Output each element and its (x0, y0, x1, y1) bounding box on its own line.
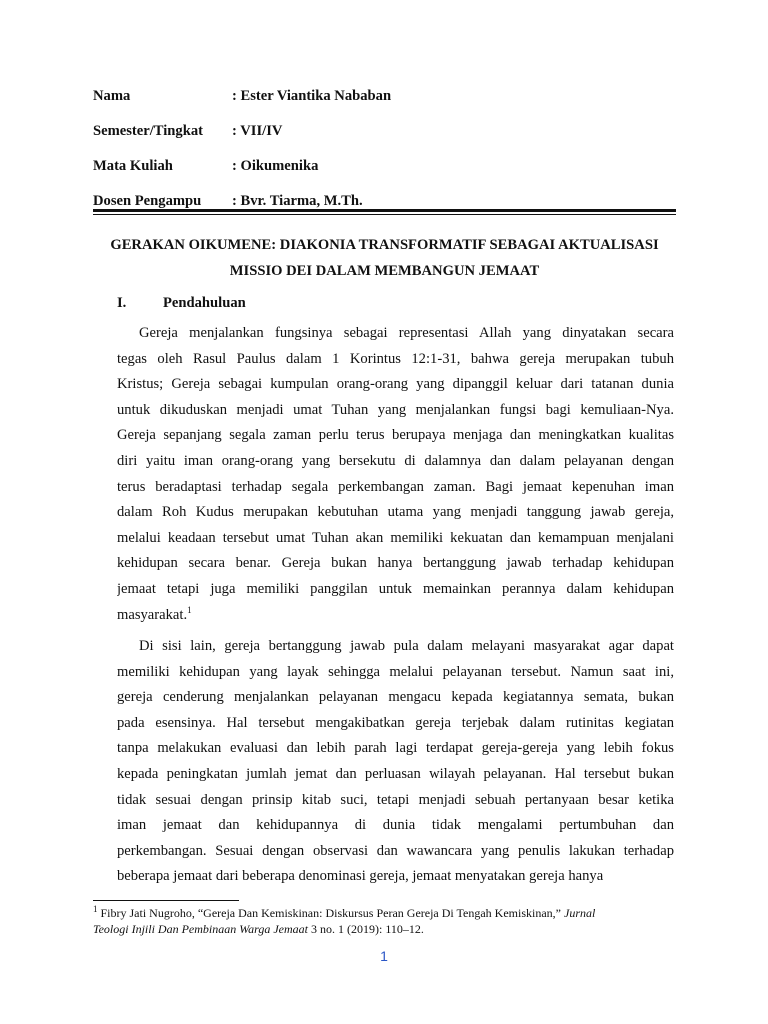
paragraph-line: gereja cenderung menjalankan pelayanan mengacu kepada kegiatannya semata, bukan (117, 689, 674, 706)
footnote-number: 1 (93, 904, 98, 914)
paragraph-line: kehidupan secara benar. Gereja bukan hanya bertanggung jawab terhadap kehidupan (117, 555, 674, 572)
paragraph-line-text: masyarakat. (117, 606, 188, 623)
header-value: : Bvr. Tiarma, M.Th. (232, 193, 363, 209)
title-line: MISSIO DEI DALAM MEMBANGUN JEMAAT (229, 263, 540, 279)
paragraph-line: melalui keadaan tersebut umat Tuhan akan memiliki kekuatan dan kemampuan menjalani (117, 529, 674, 546)
footnote-line (93, 921, 676, 937)
footnote-text: Fibry Jati Nugroho, “Gereja Dan Kemiskinan: Diskursus Peran Gereja Di Tengah Kemiskinan,” (100, 906, 561, 920)
paragraph-line: tidak sesuai dengan prinsip kitab suci, tetapi menjadi sebuah pertanyaan besar ketika (117, 791, 674, 808)
paragraph-line: terus beradaptasi terhadap segala perkembangan zaman. Bagi jemaat kepenuhan iman (117, 478, 674, 495)
page-number: 1 (380, 948, 388, 964)
footnote-journal: Jurnal (564, 906, 596, 920)
paragraph-line: iman jemaat dan kehidupannya di dunia tidak mengalami pertumbuhan dan (117, 817, 674, 834)
title-line: GERAKAN OIKUMENE: DIAKONIA TRANSFORMATIF SEBAGAI AKTUALISASI (110, 237, 659, 253)
paragraph-line: beberapa jemaat dari beberapa denominasi gereja, jemaat menyatakan gereja hanya (117, 868, 604, 885)
footnote-citation: 3 no. 1 (2019): 110–12. (311, 922, 424, 936)
paragraph-line: jemaat tetapi juga memiliki panggilan untuk memainkan perannya dalam kehidupan (117, 580, 674, 597)
paragraph-line: tanpa melakukan evaluasi dan lebih parah lagi terdapat gereja-gereja yang lebih fokus (117, 740, 674, 757)
paragraph (117, 321, 674, 628)
header-label: Semester/Tingkat (93, 123, 203, 139)
section-number: I. (117, 295, 127, 311)
footnote-separator (93, 900, 239, 901)
paragraph-line: Di sisi lain, gereja bertanggung jawab pula dalam melayani masyarakat agar dapat (139, 638, 674, 654)
header-label: Nama (93, 88, 131, 104)
paragraph-line: Gereja sepanjang segala zaman perlu terus berupaya menjaga dan meningkatkan kualitas (117, 427, 674, 444)
paragraph-line: pada esensinya. Hal tersebut mengakibatkan gereja terjebak dalam rutinitas kegiatan (117, 714, 674, 731)
paragraph-line: memiliki kehidupan yang layak sehingga melalui pelayanan tersebut. Namun saat ini, (117, 663, 674, 680)
header-label: Mata Kuliah (93, 158, 173, 174)
header-label: Dosen Pengampu (93, 193, 202, 209)
paragraph-line: diri yaitu iman orang-orang yang bersekutu di dalamnya dan dalam pelayanan dengan (117, 452, 674, 469)
paragraph-line (117, 603, 674, 629)
paragraph-line: untuk dikuduskan menjadi umat Tuhan yang menjalankan fungsi bagi kemuliaan-Nya. (117, 401, 674, 418)
footnote-journal: Teologi Injili Dan Pembinaan Warga Jemaat (93, 922, 308, 936)
header-divider-thick (93, 209, 676, 212)
header-value: : Oikumenika (232, 158, 319, 174)
header-value: : VII/IV (232, 123, 283, 139)
paragraph-line: perkembangan. Sesuai dengan observasi dan wawancara yang penulis lakukan terhadap (117, 842, 674, 859)
paragraph (117, 634, 674, 890)
document-title (93, 232, 676, 284)
section-title: Pendahuluan (163, 295, 246, 311)
header-divider-thin (93, 214, 676, 215)
paragraph-line: Gereja menjalankan fungsinya sebagai representasi Allah yang dinyatakan secara (139, 325, 674, 341)
footnote (93, 905, 676, 937)
paragraph-line: Kristus; Gereja sebagai kumpulan orang-orang yang dipanggil keluar dari tatanan dunia (117, 376, 674, 393)
paragraph-line: kepada peningkatan jumlah jemat dan perluasan wilayah pelayanan. Hal tersebut bukan (117, 765, 674, 782)
paragraph-line: dalam Roh Kudus merupakan kebutuhan utama yang menjadi tanggung jawab gereja, (117, 504, 674, 521)
footnote-reference[interactable]: 1 (187, 604, 192, 615)
header-value: : Ester Viantika Nababan (232, 88, 392, 104)
footnote-line (93, 905, 676, 921)
paragraph-line: tegas oleh Rasul Paulus dalam 1 Korintus 12:1-31, bahwa gereja merupakan tubuh (117, 350, 674, 367)
